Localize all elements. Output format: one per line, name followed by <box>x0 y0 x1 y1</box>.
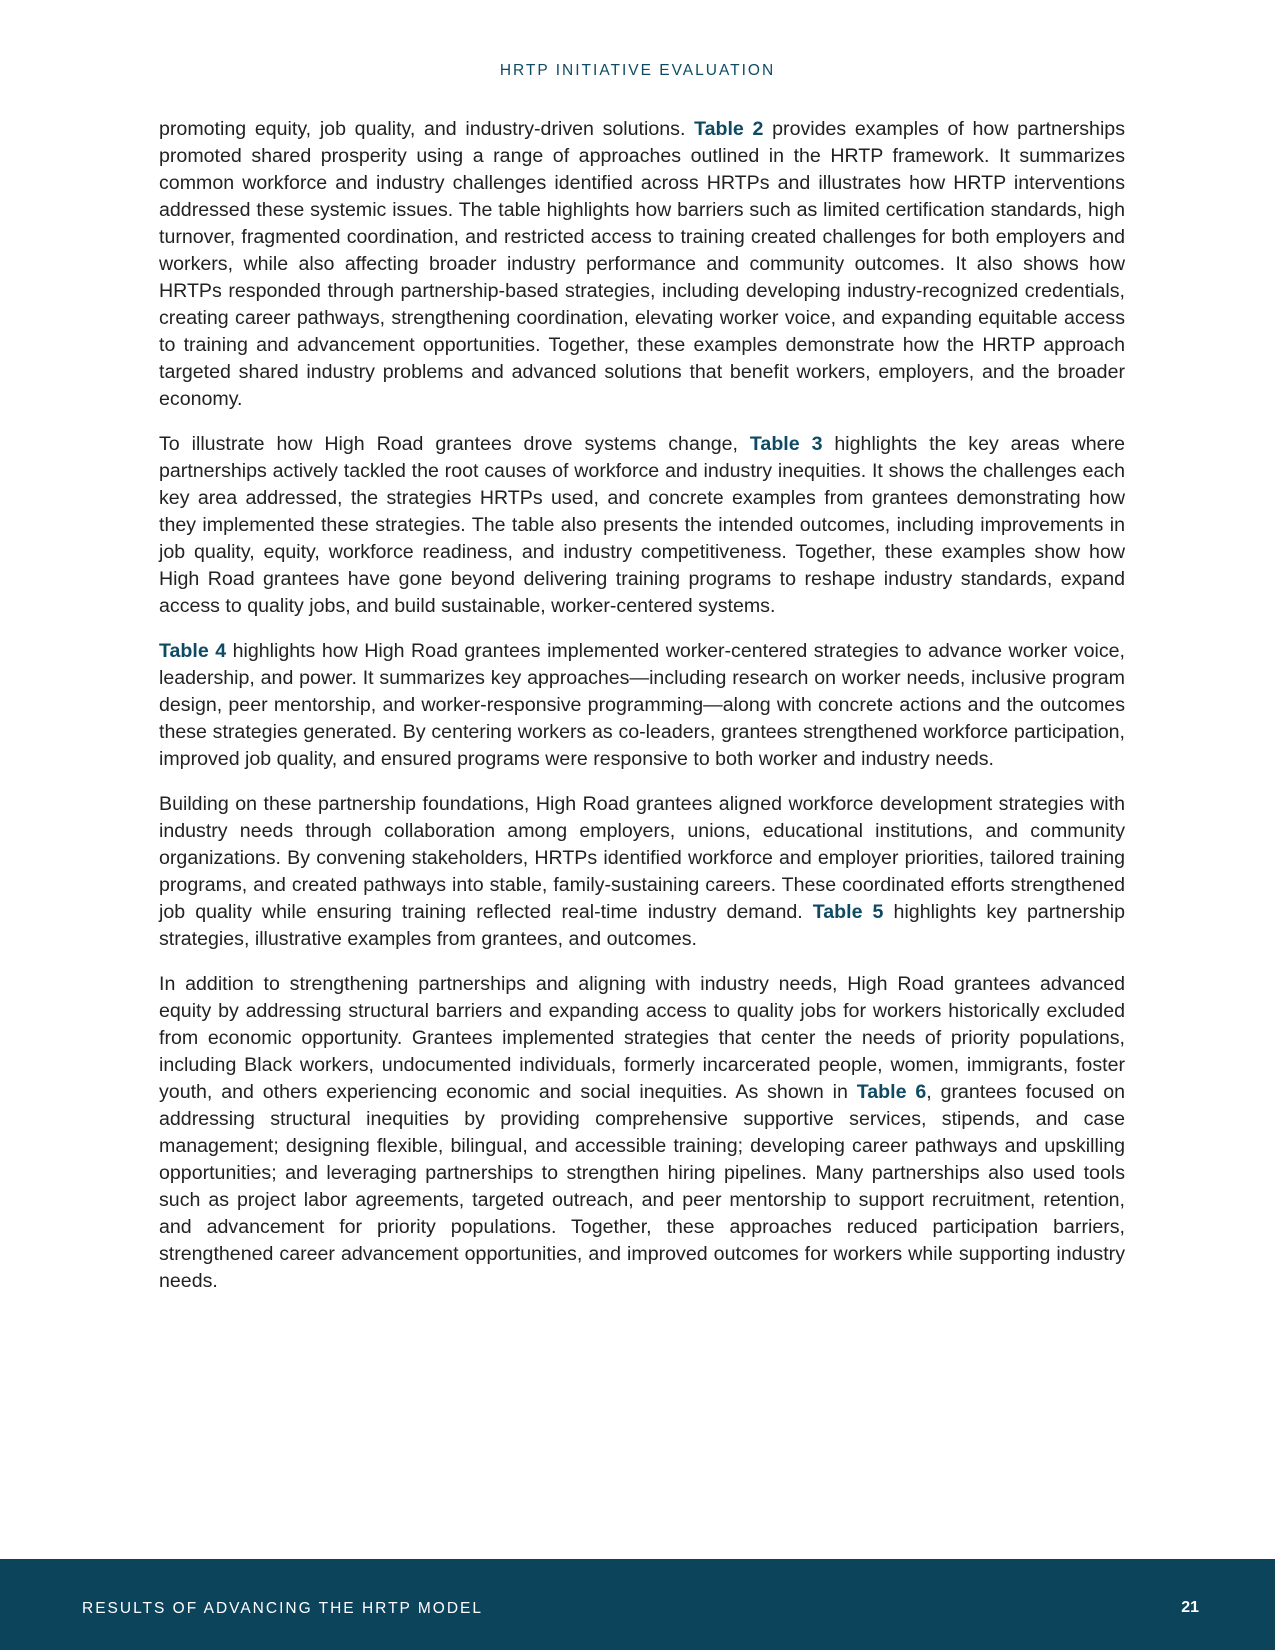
table-5-reference: Table 5 <box>812 901 884 923</box>
paragraph-text: Building on these partnership foundations, High Road grantees aligned workforce development strategies with industry needs through collaboration among employers, unions, educational institutions, and community organizations. By convening stakeholders, HRTPs identified workforce and employer priorities, tailored training programs, and created pathways into stable, family-sustaining careers. These coordinated efforts strengthened job quality while ensuring training reflected real-time industry demand. <box>159 793 1125 923</box>
paragraph-2 <box>159 431 1125 620</box>
paragraph-text: highlights the key areas where partnerships actively tackled the root causes of workforce and industry inequities. It shows the challenges each key area addressed, the strategies HRTPs used, and concrete examples from grantees demonstrating how they implemented these strategies. The table also presents the intended outcomes, including improvements in job quality, equity, workforce readiness, and industry competitiveness. Together, these examples show how High Road grantees have gone beyond delivering training programs to reshape industry standards, expand access to quality jobs, and build sustainable, worker-centered systems. <box>159 433 1125 617</box>
paragraph-text: , grantees focused on addressing structural inequities by providing comprehensive supportive services, stipends, and case management; designing flexible, bilingual, and accessible training; developing career pathways and upskilling opportunities; and leveraging partnerships to strengthen hiring pipelines. Many partnerships also used tools such as project labor agreements, targeted outreach, and peer mentorship to support recruitment, retention, and advancement for priority populations. Together, these approaches reduced participation barriers, strengthened career advancement opportunities, and improved outcomes for workers while supporting industry needs. <box>159 1081 1125 1292</box>
paragraph-text: In addition to strengthening partnerships and aligning with industry needs, High Road grantees advanced equity by addressing structural barriers and expanding access to quality jobs for workers historically excluded from economic opportunity. Grantees implemented strategies that center the needs of priority populations, including Black workers, undocumented individuals, formerly incarcerated people, women, immigrants, foster youth, and others experiencing economic and social inequities. As shown in <box>159 973 1125 1103</box>
paragraph-5 <box>159 971 1125 1295</box>
page-number: 21 <box>1181 1599 1199 1616</box>
footer-section-title: RESULTS OF ADVANCING THE HRTP MODEL <box>82 1600 484 1617</box>
paragraph-text: highlights key partnership strategies, illustrative examples from grantees, and outcomes. <box>159 901 1125 950</box>
page-footer <box>0 1559 1275 1650</box>
paragraph-3 <box>159 638 1125 773</box>
running-header: HRTP INITIATIVE EVALUATION <box>499 62 776 79</box>
paragraph-text: highlights how High Road grantees implemented worker-centered strategies to advance worker voice, leadership, and power. It summarizes key approaches—including research on worker needs, inclusive program design, peer mentorship, and worker-responsive programming—along with concrete actions and the outcomes these strategies generated. By centering workers as co-leaders, grantees strengthened workforce participation, improved job quality, and ensured programs were responsive to both worker and industry needs. <box>159 640 1125 770</box>
table-2-reference: Table 2 <box>694 118 764 140</box>
paragraph-text: provides examples of how partnerships promoted shared prosperity using a range of approaches outlined in the HRTP framework. It summarizes common workforce and industry challenges identified across HRTPs and illustrates how HRTP interventions addressed these systemic issues. The table highlights how barriers such as limited certification standards, high turnover, fragmented coordination, and restricted access to training created challenges for both employers and workers, while also affecting broader industry performance and community outcomes. It also shows how HRTPs responded through partnership-based strategies, including developing industry-recognized credentials, creating career pathways, strengthening coordination, elevating worker voice, and expanding equitable access to training and advancement opportunities. Together, these examples demonstrate how the HRTP approach targeted shared industry problems and advanced solutions that benefit workers, employers, and the broader economy. <box>159 118 1126 410</box>
paragraph-text: To illustrate how High Road grantees drove systems change, <box>159 433 750 455</box>
paragraph-4 <box>159 791 1125 953</box>
table-3-reference: Table 3 <box>749 433 823 455</box>
paragraph-1 <box>159 116 1125 413</box>
body-text <box>159 116 1125 1313</box>
table-4-reference: Table 4 <box>159 640 227 662</box>
table-6-reference: Table 6 <box>856 1081 927 1103</box>
paragraph-text: promoting equity, job quality, and industry-driven solutions. <box>159 118 695 140</box>
